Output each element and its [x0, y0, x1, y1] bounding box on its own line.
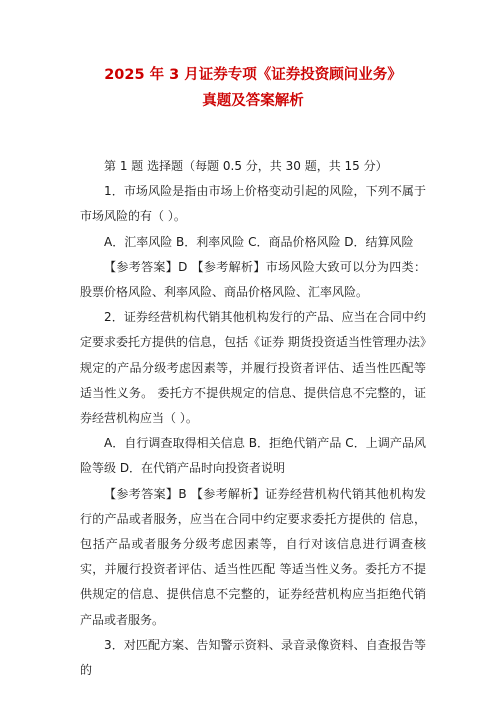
question-2-options: A．自行调查取得相关信息 B．拒绝代销产品 C．上调产品风险等级 D．在代销产品时向投资者说明	[80, 436, 426, 476]
question-2-answer: 【参考答案】B 【参考解析】证券经营机构代销其他机构发行的产品或者服务，应当在合同中约定要求委托方提供的 信息，包括产品或者服务分级考虑因素等，自行对该信息进行调查核实，并履行投资者评估、适当性匹配 等适当性义务。委托方不提供规定的信息、提供信息不完整的，证券经营机构应当拒绝代销产品或者服务。	[80, 486, 426, 627]
question-3-stem: 3．对匹配方案、告知警示资料、录音录像资料、自查报告等的	[80, 637, 426, 678]
question-1-options: A．汇率风险 B．利率风险 C．商品价格风险 D．结算风险	[104, 234, 414, 249]
question-1-stem: 1．市场风险是指由市场上价格变动引起的风险，下列不属于市场风险的有（ ）。	[80, 184, 426, 224]
document-title	[80, 62, 426, 114]
question-2-stem: 2．证券经营机构代销其他机构发行的产品、应当在合同中约定要求委托方提供的信息，包括《证券 期货投资适当性管理办法》规定的产品分级考虑因素等，并履行投资者评估、适当性匹配等适当性义务。 委托方不提供规定的信息、提供信息不完整的，证券经营机构应当（ ）。	[80, 310, 426, 426]
title-line-2: 真题及答案解析	[202, 93, 304, 109]
question-1-answer: 【参考答案】D 【参考解析】市场风险大致可以分为四类：股票价格风险、利率风险、商品价格风险、汇率风险。	[80, 259, 426, 300]
document-body	[80, 154, 426, 683]
section-heading: 第 1 题 选择题（每题 0.5 分，共 30 题，共 15 分）	[104, 159, 388, 173]
title-line-1: 2025 年 3 月证券专项《证券投资顾问业务》	[104, 67, 402, 83]
